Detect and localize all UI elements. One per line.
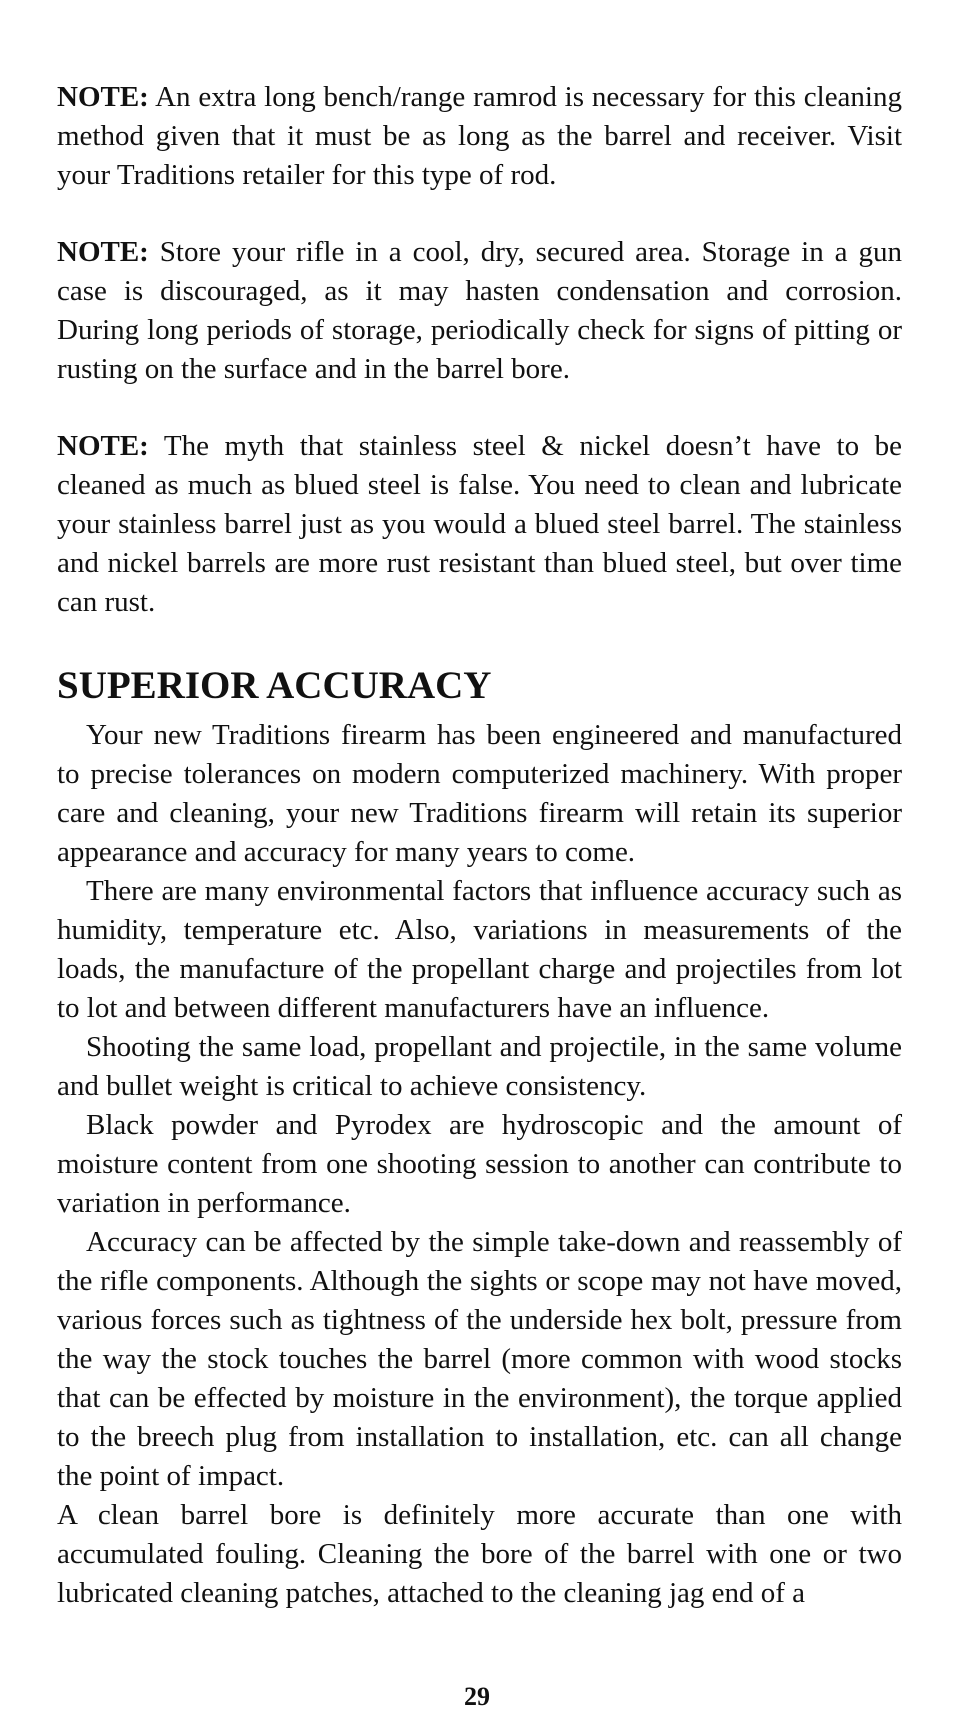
- page-content: [57, 78, 902, 1613]
- paragraph-environmental-factors: There are many environmental factors that influence accuracy such as humidity, temperature etc. Also, variations in measurements of the loads, the manufacture of the propellant charge and projectiles from lot to lot and between different manufacturers have an influence.: [57, 875, 902, 1024]
- page-number: 29: [464, 1682, 490, 1711]
- paragraph-moisture: Black powder and Pyrodex are hydroscopic and the amount of moisture content from one shooting session to another can contribute to variation in performance.: [57, 1109, 902, 1219]
- note-storage: [57, 233, 902, 389]
- paragraph-reassembly: Accuracy can be affected by the simple take-down and reassembly of the rifle components. Although the sights or scope may not have moved, various forces such as tightness of the underside hex bolt, pressure from the way the stock touches the barrel (more common with wood stocks that can be effected by moisture in the environment), the torque applied to the breech plug from installation to installation, etc. can all change the point of impact.: [57, 1226, 902, 1492]
- note-text: The myth that stainless steel & nickel doesn’t have to be cleaned as much as blued steel is false. You need to clean and lubricate your stainless barrel just as you would a blued steel barrel. The stainless and nickel barrels are more rust resistant than blued steel, but over time can rust.: [57, 430, 902, 618]
- paragraph-consistency: Shooting the same load, propellant and projectile, in the same volume and bullet weight is critical to achieve consistency.: [57, 1031, 902, 1102]
- note-label: NOTE:: [57, 236, 149, 268]
- note-label: NOTE:: [57, 430, 149, 462]
- paragraph-clean-barrel: A clean barrel bore is definitely more accurate than one with accumulated fouling. Cleaning the bore of the barrel with one or two lubricated cleaning patches, attached to the cleaning jag end of a: [57, 1499, 902, 1609]
- note-text: An extra long bench/range ramrod is necessary for this cleaning method given that it must be as long as the barrel and receiver. Visit your Traditions retailer for this type of rod.: [57, 81, 902, 191]
- section-title: SUPERIOR ACCURACY: [57, 664, 492, 707]
- note-ramrod: [57, 78, 902, 195]
- note-text: Store your rifle in a cool, dry, secured area. Storage in a gun case is discouraged, as it may hasten condensation and corrosion. During long periods of storage, periodically check for signs of pitting or rusting on the surface and in the barrel bore.: [57, 236, 902, 385]
- note-stainless: [57, 427, 902, 622]
- note-label: NOTE:: [57, 81, 149, 113]
- paragraph-engineering: Your new Traditions firearm has been engineered and manufactured to precise tolerances on modern computerized machinery. With proper care and cleaning, your new Traditions firearm will retain its superior appearance and accuracy for many years to come.: [57, 719, 902, 868]
